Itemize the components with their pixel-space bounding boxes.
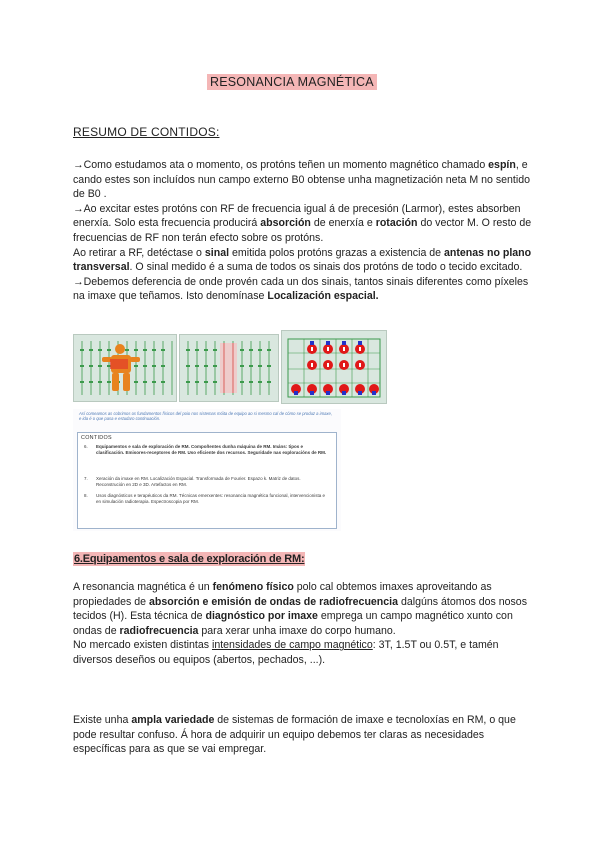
intro-paragraph — [73, 158, 533, 304]
s6-g1: Existe unha — [73, 714, 132, 726]
syllabus-item-number: 6. — [84, 444, 88, 449]
intro-c1: Ao retirar a RF, detéctase o — [73, 246, 205, 259]
syllabus-heading: CONTIDOS — [81, 435, 112, 441]
intro-b2: de enerxía e — [310, 217, 376, 230]
s6-e5: para xerar unha imaxe do corpo humano. — [198, 624, 396, 637]
document-title: RESONANCIA MAGNÉTICA — [207, 74, 377, 90]
intro-c1-bold: sinal — [204, 246, 230, 259]
intro-c2: emitida polos protóns grazas a existencia de — [229, 246, 444, 259]
syllabus-intro: Así comeamos as cobrimos os fundamentos físicos del poio nos sistemas móita de equipo ao si mesmo cal de cómo se produz a imaxe, e ida é o que pasa e estudaro continuación. — [79, 411, 332, 421]
syllabus-excerpt — [73, 409, 341, 531]
syllabus-item-text: Equipamentos e sala de exploración de RM. Compoñentes dunha máquina de RM. Imáns: tipos e clasificación. Emisores-receptores de RM. Uso eficiente dos recursos. Seguridade nas exploracións de RM. — [96, 444, 327, 455]
intro-b2-bold: rotación — [375, 217, 418, 230]
syllabus-item-number: 7. — [84, 476, 88, 481]
intro-a1: →Como estudamos ata o momento, os protóns teñen un momento magnético chamado — [73, 159, 489, 171]
intro-a1-bold: espín — [488, 159, 516, 171]
s6-e1-bold: fenómeno físico — [212, 581, 294, 593]
s6-e3: dalgúns átomos dos nosos tecidos (H). Esta técnica de — [73, 595, 527, 623]
section-6-heading: 6.Equipamentos e sala de exploración de RM: — [74, 553, 305, 565]
intro-c3: . O sinal medido é a suma de todos os sinais dos protóns de todo o tecido excitado. — [129, 261, 523, 274]
proton-figure — [73, 334, 385, 406]
proton-grid-body-icon — [73, 334, 177, 402]
proton-grid-signal-icon — [281, 330, 387, 404]
s6-e4: emprega un campo magnético xunto con ondas de — [73, 610, 513, 637]
s6-f1: No mercado existen distintas — [73, 639, 212, 652]
s6-f1-underline: intensidades de campo magnético — [211, 639, 373, 652]
s6-g1-bold: ampla variedade — [131, 714, 215, 726]
s6-e3-bold: diagnóstico por imaxe — [205, 610, 318, 623]
syllabus-item-text: Xeración da imaxe en RM. Localización Espacial. Transformada de Fourier. Espazo k. Matriz de datos. Reconstrución en 2D e 3D. Artefactos en RM. — [96, 476, 301, 487]
intro-b3: do vector M. O resto de frecuencias de RF non terán efecto sobre os protóns. — [73, 217, 532, 244]
syllabus-box — [77, 432, 337, 529]
intro-c2-bold: antenas no plano transversal — [73, 246, 532, 274]
s6-e1: A resonancia magnética é un — [73, 581, 213, 593]
intro-d1-bold: Localización espacial. — [267, 290, 379, 303]
proton-grid-excited-icon — [179, 334, 279, 402]
syllabus-item-number: 8. — [84, 493, 88, 498]
s6-e2: polo cal obtemos imaxes aproveitando as propiedades de — [73, 581, 492, 608]
syllabus-item-text: Usos diagnósticos e terapéuticos da RM. Técnicas emerxentes: resonancia magnética funcional, intervencionista e en simulación radioterapia. Espectroscopia por RM. — [96, 493, 326, 504]
intro-a2: , e cando estes son incluídos nun campo externo B0 obtense unha magnetización neta M no sentido de B0 . — [73, 159, 531, 201]
s6-g2: de sistemas de formación de imaxe e tecnoloxías en RM, o que pode resultar confuso. Á hora de adquirir un equipo debemos ter claras as necesidades específicas para as que se vai empregar. — [73, 714, 516, 756]
s6-e2-bold: absorción e emisión de ondas de radiofrecuencia — [148, 595, 399, 608]
intro-d1: →Debemos deferencia de onde provén cada un dos sinais, tantos sinais diferentes como píxeles na imaxe que teñamos. Isto denomínase — [73, 275, 529, 303]
summary-heading: RESUMO DE CONTIDOS: — [73, 125, 220, 139]
intro-b1-bold: absorción — [260, 217, 311, 230]
intro-b1: →Ao excitar estes protóns con RF de frecuencia igual á de precesión (Larmor), estes absorben enerxía. Solo esta frecuencia producirá — [73, 202, 521, 230]
s6-e4-bold: radiofrecuencia — [119, 624, 199, 637]
section-6-paragraph — [73, 580, 533, 668]
s6-f2: : 3T, 1.5T ou 0.5T, e tamén diversos deseños ou equipos (abertos, pechados, ...). — [73, 639, 499, 666]
variety-paragraph — [73, 713, 533, 757]
